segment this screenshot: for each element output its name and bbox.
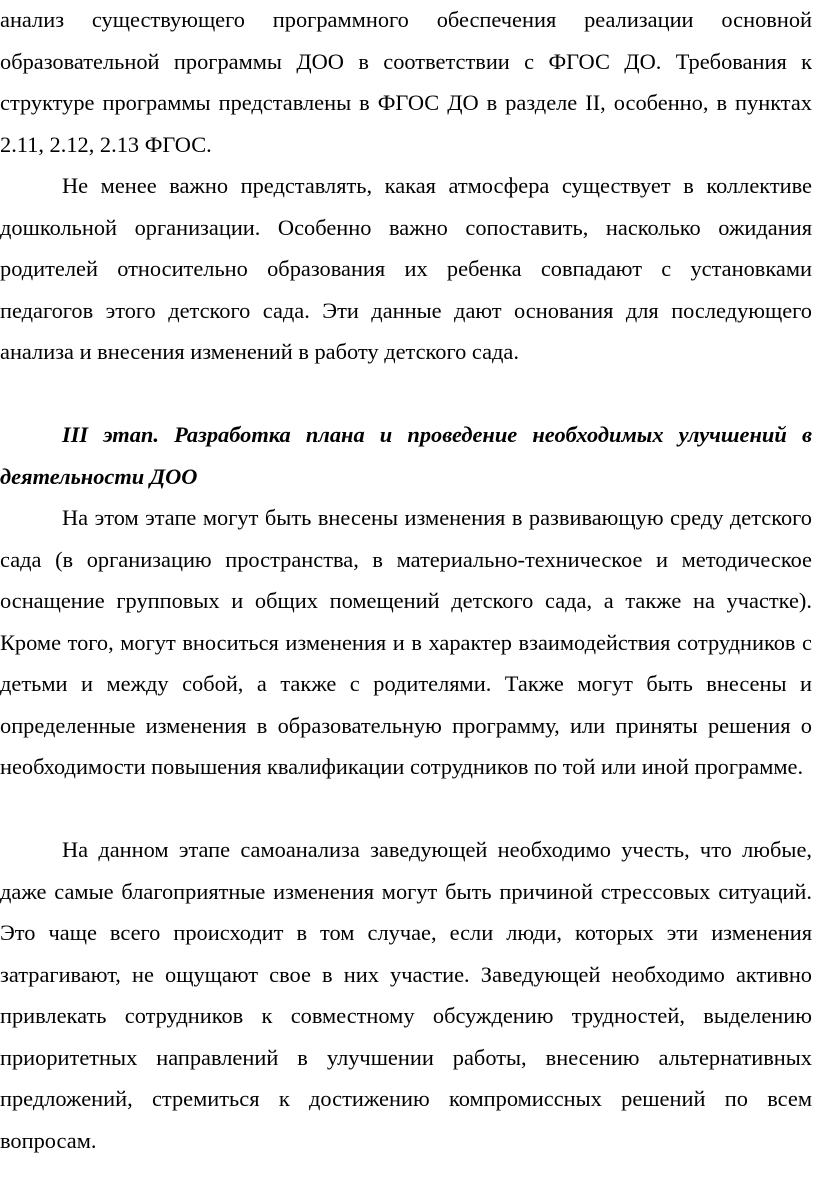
paragraph-atmosphere: Не менее важно представлять, какая атмосфера существует в коллективе дошкольной организации. Особенно важно сопоставить, насколько ожидания родителей относительно образования их ребенка совпадают с установками педагогов этого детского сада. Эти данные дают основания для последующего анализа и внесения изменений в работу детского сада. [0,173,812,364]
paragraph-changes: На этом этапе могут быть внесены изменения в развивающую среду детского сада (в организацию пространства, в материально-техническое и методическое оснащение групповых и общих помещений детского сада, а также на участке). Кроме того, могут вноситься изменения и в характер взаимодействия сотрудников с детьми и между собой, а также с родителями. Также могут быть внесены и определенные изменения в образовательную программу, или приняты решения о необходимости повышения квалификации сотрудников по той или иной программе. [0,505,812,779]
paragraph-program-analysis: анализ существующего программного обеспечения реализации основной образовательной программы ДОО в соответствии с ФГОС ДО. Требования к структуре программы представлены в ФГОС ДО в разделе II, особенно, в пунктах 2.11, 2.12, 2.13 ФГОС. [0,7,812,157]
paragraph-stress: На данном этапе самоанализа заведующей необходимо учесть, что любые, даже самые благоприятные изменения могут быть причиной стрессовых ситуаций. Это чаще всего происходит в том случае, если люди, которых эти изменения затрагивают, не ощущают свое в них участие. Заведующей необходимо активно привлекать сотрудников к совместному обсуждению трудностей, выделению приоритетных направлений в улучшении работы, внесению альтернативных предложений, стремиться к достижению компромиссных решений по всем вопросам. [0,837,812,1153]
stage-heading: III этап. Разработка плана и проведение необходимых улучшений в деятельности ДОО [0,422,812,489]
